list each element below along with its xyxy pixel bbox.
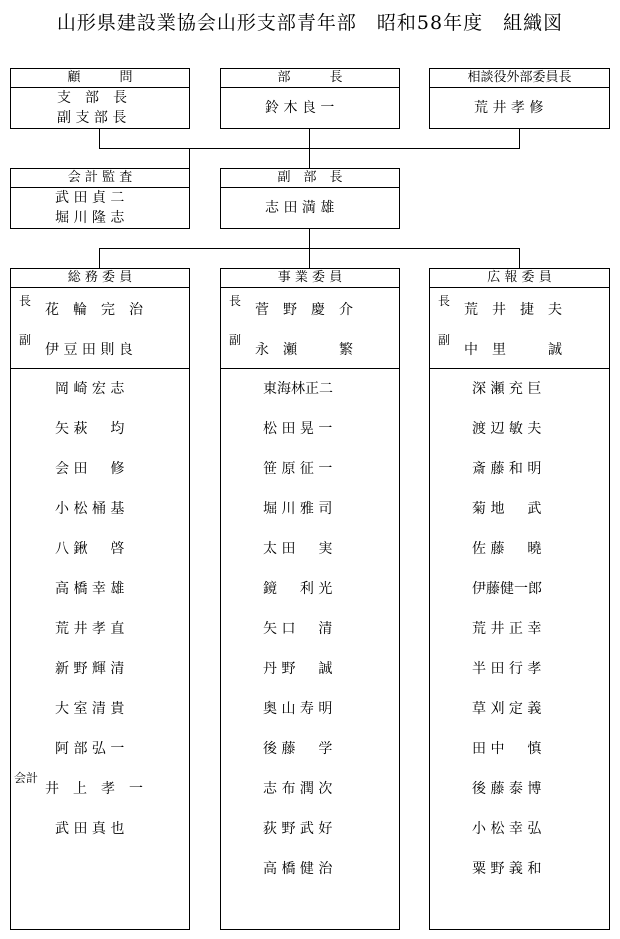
committee-kouhou-header: 広 報 委 員 xyxy=(430,269,609,288)
page-title: 山形県建設業協会山形支部青年部 昭和58年度 組織図 xyxy=(56,12,564,34)
connector xyxy=(309,129,310,169)
member: 堀 川 雅 司 xyxy=(263,501,333,517)
consult-box xyxy=(429,68,610,129)
chair-name: 荒 井 捷 夫 xyxy=(464,302,562,318)
member: 粟 野 義 和 xyxy=(472,861,542,877)
member: 阿 部 弘 一 xyxy=(55,741,125,757)
audit-name-1: 武 田 貞 二 xyxy=(55,190,125,206)
connector xyxy=(189,148,190,169)
member: 鏡 利 光 xyxy=(263,581,333,597)
connector xyxy=(99,248,100,269)
vice-name: 伊 豆 田 則 良 xyxy=(45,342,133,358)
member: 奥 山 寿 明 xyxy=(263,701,333,717)
member: 伊藤健一郎 xyxy=(472,581,542,597)
advisor-line-1: 支 部 長 xyxy=(57,90,127,106)
member: 新 野 輝 清 xyxy=(55,661,125,677)
audit-header: 会 計 監 査 xyxy=(11,169,189,188)
advisor-header: 顧 問 xyxy=(11,69,189,88)
chair-name: 花 輪 完 治 xyxy=(45,302,143,318)
chief-box xyxy=(220,68,400,129)
committee-soumu-header: 総 務 委 員 xyxy=(11,269,189,288)
connector xyxy=(309,229,310,248)
vice-chief-box xyxy=(220,168,400,229)
connector xyxy=(309,248,310,269)
chair-label: 長 xyxy=(19,294,32,308)
committee-jigyou xyxy=(220,268,400,930)
vice-label: 副 xyxy=(19,333,32,347)
member: 小 松 桶 基 xyxy=(55,501,125,517)
member: 会 田 修 xyxy=(55,461,125,477)
advisor-line-2: 副 支 部 長 xyxy=(57,110,127,126)
divider xyxy=(430,368,609,369)
consult-header: 相談役外部委員長 xyxy=(430,69,609,88)
vice-label: 副 xyxy=(438,333,451,347)
member: 矢 口 清 xyxy=(263,621,333,637)
member: 笹 原 征 一 xyxy=(263,461,333,477)
audit-box xyxy=(10,168,190,229)
chief-header: 部 長 xyxy=(221,69,399,88)
member: 大 室 清 貴 xyxy=(55,701,125,717)
member: 東海林正二 xyxy=(263,381,333,397)
member: 荒 井 正 幸 xyxy=(472,621,542,637)
member: 荒 井 孝 直 xyxy=(55,621,125,637)
member: 半 田 行 孝 xyxy=(472,661,542,677)
consult-name: 荒 井 孝 修 xyxy=(474,100,544,116)
member: 田 中 慎 xyxy=(472,741,542,757)
chief-name: 鈴 木 良 一 xyxy=(265,100,335,116)
chair-label: 長 xyxy=(438,294,451,308)
member: 太 田 実 xyxy=(263,541,333,557)
vice-name: 中 里 誠 xyxy=(464,342,562,358)
divider xyxy=(221,368,399,369)
member: 井 上 孝 一 xyxy=(45,781,143,797)
connector xyxy=(99,148,520,149)
member: 斎 藤 和 明 xyxy=(472,461,542,477)
vice-name: 永 瀬 繁 xyxy=(255,342,353,358)
committee-kouhou xyxy=(429,268,610,930)
member: 矢 萩 均 xyxy=(55,421,125,437)
audit-name-2: 堀 川 隆 志 xyxy=(55,210,125,226)
member: 草 刈 定 義 xyxy=(472,701,542,717)
member: 小 松 幸 弘 xyxy=(472,821,542,837)
vice-chief-header: 副 部 長 xyxy=(221,169,399,188)
member: 岡 崎 宏 志 xyxy=(55,381,125,397)
member: 渡 辺 敏 夫 xyxy=(472,421,542,437)
divider xyxy=(11,368,189,369)
connector xyxy=(519,248,520,269)
advisor-box xyxy=(10,68,190,129)
member: 丹 野 誠 xyxy=(263,661,333,677)
member: 武 田 真 也 xyxy=(55,821,125,837)
chair-label: 長 xyxy=(229,294,242,308)
member: 荻 野 武 好 xyxy=(263,821,333,837)
member: 深 瀬 充 巨 xyxy=(472,381,542,397)
member: 高 橋 幸 雄 xyxy=(55,581,125,597)
vice-label: 副 xyxy=(229,333,242,347)
member: 後 藤 学 xyxy=(263,741,333,757)
committee-jigyou-header: 事 業 委 員 xyxy=(221,269,399,288)
member: 高 橋 健 治 xyxy=(263,861,333,877)
connector xyxy=(99,129,100,148)
chair-name: 菅 野 慶 介 xyxy=(255,302,353,318)
member: 菊 地 武 xyxy=(472,501,542,517)
treasurer-label: 会計 xyxy=(14,771,39,785)
member: 志 布 潤 次 xyxy=(263,781,333,797)
member: 八 鍬 啓 xyxy=(55,541,125,557)
vice-chief-name: 志 田 満 雄 xyxy=(265,200,335,216)
member: 後 藤 泰 博 xyxy=(472,781,542,797)
connector xyxy=(519,129,520,148)
committee-soumu xyxy=(10,268,190,930)
member: 佐 藤 曉 xyxy=(472,541,542,557)
member: 松 田 晃 一 xyxy=(263,421,333,437)
